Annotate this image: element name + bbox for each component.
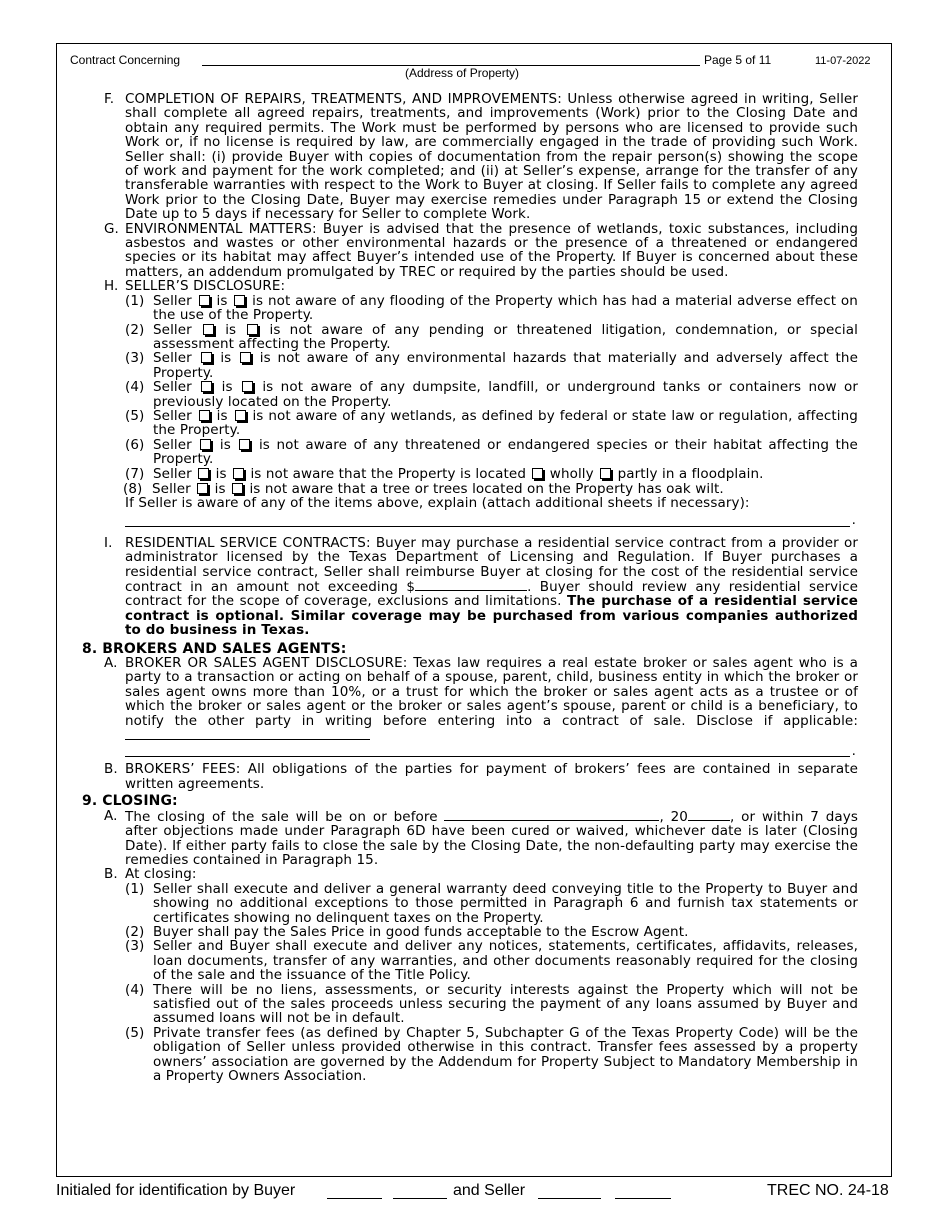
paragraph-text: ENVIRONMENTAL MATTERS: Buyer is advised that the presence of wetlands, toxic substances, including asbestos and wastes or other environmental hazards or the presence of a threatened or endangered species or its habitat may affect Buyer’s intended use of the Property. If Buyer is concerned about these matters, an addendum promulgated by TREC or required by the parties should be used.: [125, 220, 858, 280]
is-word: is: [225, 321, 237, 338]
is-not-aware-checkbox[interactable]: [234, 295, 245, 306]
item-marker: (4): [125, 379, 145, 396]
item-text: is not aware that a tree or trees located on the Property has oak wilt.: [249, 480, 724, 497]
disclosure-item-6: [82, 438, 858, 467]
disclosure-field[interactable]: [125, 728, 370, 740]
item-marker: (5): [125, 1024, 145, 1041]
year-prefix: , 20: [659, 808, 688, 825]
item-text: is not aware of any threatened or endangered species or their habitat affecting the Property.: [153, 436, 858, 468]
paragraph-marker: B.: [104, 866, 118, 883]
is-not-aware-checkbox[interactable]: [240, 352, 251, 363]
item-text: is not aware that the Property is located: [250, 465, 526, 482]
item-text: is not aware of any dumpsite, landfill, or underground tanks or containers now or previously located on the Property.: [153, 379, 858, 410]
seller-word: Seller: [153, 379, 192, 396]
wholly-checkbox[interactable]: [532, 468, 543, 479]
is-aware-checkbox[interactable]: [197, 483, 208, 494]
item-text-continued: floodplain.: [691, 465, 764, 482]
period: .: [851, 743, 856, 760]
is-word: is: [220, 350, 232, 367]
paragraph-text: BROKER OR SALES AGENT DISCLOSURE: Texas law requires a real estate broker or sales agent who is a party to a transaction or acting on behalf of a spouse, parent, child, business entity in which the broker or sales agent owns more than 10%, or a trust for which the broker or sales agent acts as a trustee or of which the broker or sales agent or the broker or sales agent’s spouse, parent or child is a beneficiary, to notify the other party in writing before entering into a contract of sale. Disclose if applicable:: [125, 655, 858, 729]
buyer-initial-2-field[interactable]: [393, 1184, 447, 1199]
wholly-label: wholly: [549, 465, 594, 482]
partly-checkbox[interactable]: [600, 468, 611, 479]
closing-item-5: [82, 1026, 858, 1084]
disclosure-field-line-2[interactable]: [125, 742, 856, 760]
disclosure-item-3: [82, 351, 858, 380]
explain-instruction: If Seller is aware of any of the items above, explain (attach additional sheets if necessary):: [125, 495, 750, 512]
paragraph-7g: [82, 222, 858, 280]
paragraph-9a: [82, 809, 858, 868]
item-marker: (2): [125, 321, 145, 338]
item-marker: (2): [125, 923, 145, 940]
item-text: is not aware of any flooding of the Property which has had a material adverse effect on the use of the Property.: [153, 292, 858, 324]
item-marker: (1): [125, 292, 145, 309]
disclosure-item-5: [82, 409, 858, 438]
disclosure-item-7: [82, 467, 858, 481]
is-not-aware-checkbox[interactable]: [247, 324, 258, 335]
disclosure-item-4: [82, 380, 858, 409]
item-text: Seller shall execute and deliver a general warranty deed conveying title to the Property to Buyer and showing no additional exceptions to those permitted in Paragraph 6 and furnish tax statements or certificates showing no delinquent taxes on the Property.: [153, 880, 858, 926]
closing-item-2: [82, 925, 858, 939]
form-number: TREC NO. 24-18: [767, 1182, 889, 1199]
is-word: is: [221, 379, 233, 396]
item-marker: (4): [125, 981, 145, 998]
contract-concerning-label: Contract Concerning: [70, 53, 181, 67]
paragraph-marker: G.: [104, 220, 119, 237]
explain-field[interactable]: [125, 512, 856, 529]
seller-word: Seller: [153, 407, 192, 424]
buyer-initial-1-field[interactable]: [327, 1184, 382, 1199]
is-aware-checkbox[interactable]: [199, 410, 210, 421]
item-marker: (7): [125, 465, 145, 482]
is-not-aware-checkbox[interactable]: [242, 381, 253, 392]
seller-word: Seller: [153, 436, 192, 453]
section-9-heading: 9. CLOSING:: [82, 793, 178, 810]
is-word: is: [219, 436, 231, 453]
paragraph-text-continued: . Buyer should review any residential service contract for the scope of coverage, exclusions and limitations.: [125, 579, 858, 610]
form-date: 11-07-2022: [815, 55, 871, 67]
paragraph-text: The closing of the sale will be on or before: [125, 808, 438, 825]
closing-item-3: [82, 939, 858, 982]
item-marker: (5): [125, 407, 145, 424]
paragraph-marker: B.: [104, 761, 118, 778]
contract-body: [82, 92, 858, 1083]
paragraph-marker: F.: [104, 91, 115, 107]
is-word: is: [215, 465, 227, 482]
closing-year-field[interactable]: [688, 809, 730, 821]
item-marker: (8): [123, 480, 143, 497]
paragraph-text: BROKERS’ FEES: All obligations of the parties for payment of brokers’ fees are contained in separate written agreements.: [125, 761, 858, 792]
seller-initial-2-field[interactable]: [615, 1184, 671, 1199]
closing-item-1: [82, 882, 858, 925]
period: .: [851, 512, 856, 529]
is-aware-checkbox[interactable]: [201, 381, 212, 392]
item-marker: (3): [125, 350, 145, 367]
is-not-aware-checkbox[interactable]: [233, 468, 244, 479]
is-aware-checkbox[interactable]: [198, 468, 209, 479]
paragraph-marker: H.: [104, 278, 119, 295]
seller-word: Seller: [153, 350, 192, 367]
seller-word: Seller: [153, 292, 192, 309]
item-marker: (6): [125, 436, 145, 453]
paragraph-marker: A.: [104, 655, 118, 672]
item-text: Buyer shall pay the Sales Price in good funds acceptable to the Escrow Agent.: [153, 923, 689, 940]
seller-initial-1-field[interactable]: [538, 1184, 601, 1199]
disclosure-item-1: [82, 294, 858, 323]
paragraph-8a: [82, 656, 858, 743]
seller-word: Seller: [153, 321, 192, 338]
paragraph-marker: A.: [104, 807, 118, 824]
disclosure-item-2: [82, 323, 858, 352]
service-contract-amount-field[interactable]: [415, 579, 527, 591]
page-number: Page 5 of 11: [704, 53, 772, 67]
footer-initialed-label: Initialed for identification by Buyer: [56, 1182, 296, 1199]
item-marker: (3): [125, 938, 145, 955]
is-aware-checkbox[interactable]: [200, 439, 211, 450]
footer-and-seller-label: and Seller: [453, 1182, 526, 1199]
item-text: is not aware of any environmental hazards that materially and adversely affect the Property.: [153, 350, 858, 381]
section-8-heading: 8. BROKERS AND SALES AGENTS:: [82, 640, 347, 657]
is-not-aware-checkbox[interactable]: [235, 410, 246, 421]
optional-coverage-notice: The purchase of a residential service contract is optional. Similar coverage may be purchased from various companies authorized to do business in Texas.: [125, 593, 858, 639]
is-not-aware-checkbox[interactable]: [232, 483, 243, 494]
paragraph-8b: [82, 762, 858, 791]
is-word: is: [216, 292, 228, 309]
address-caption: (Address of Property): [405, 66, 520, 80]
paragraph-7f: [82, 92, 858, 222]
disclosure-item-8: [82, 482, 858, 496]
seller-word: Seller: [153, 465, 192, 482]
item-marker: (1): [125, 880, 145, 897]
is-word: is: [214, 480, 226, 497]
paragraph-marker: I.: [104, 534, 113, 551]
paragraph-text: COMPLETION OF REPAIRS, TREATMENTS, AND IMPROVEMENTS: Unless otherwise agreed in writing, Seller shall complete all agreed repairs, treatments, and improvements (Work) prior to the Closing Date and obtain any required permits. The Work must be performed by persons who are licensed to provide such Work or, if no license is required by law, are commercially engaged in the trade of providing such Work. Seller shall: (i) provide Buyer with copies of documentation from the repair person(s) showing the scope of work and payment for the work completed; and (ii) at Seller’s expense, arrange for the transfer of any transferable warranties with respect to the Work to Buyer at closing. If Seller fails to complete any agreed Work prior to the Closing Date, Buyer may exercise remedies under Paragraph 15 or extend the Closing Date up to 5 days if necessary for Seller to complete Work.: [125, 91, 858, 223]
paragraph-text-continued: , or within 7 days after objections made under Paragraph 6D have been cured or waived, whichever date is later (Closing Date). If either party fails to close the sale by the Closing Date, the non-defaulting party may exercise the remedies contained in Paragraph 15.: [125, 808, 858, 868]
is-word: is: [216, 407, 228, 424]
item-text: Seller and Buyer shall execute and deliver any notices, statements, certificates, affidavits, releases, loan documents, transfer of any warranties, and other documents reasonably required for the closing of the sale and the issuance of the Title Policy.: [153, 938, 858, 984]
partly-label: partly in a: [617, 465, 688, 482]
paragraph-9b: [82, 867, 858, 881]
seller-word: Seller: [152, 480, 191, 497]
is-aware-checkbox[interactable]: [203, 324, 214, 335]
item-text: is not aware of any wetlands, as defined by federal or state law or regulation, affecting the Property.: [153, 407, 858, 439]
paragraph-7i: [82, 536, 858, 638]
paragraph-7h: [82, 279, 858, 293]
paragraph-title: At closing:: [125, 866, 197, 883]
paragraph-title: SELLER’S DISCLOSURE:: [125, 278, 286, 295]
closing-date-field[interactable]: [444, 809, 659, 821]
item-text: Private transfer fees (as defined by Chapter 5, Subchapter G of the Texas Property Code) will be the obligation of Seller unless provided otherwise in this contract. Transfer fees assessed by a property owners’ association are governed by the Addendum for Property Subject to Mandatory Membership in a Property Owners Association.: [153, 1024, 858, 1084]
paragraph-text: RESIDENTIAL SERVICE CONTRACTS: Buyer may purchase a residential service contract from a provider or administrator licensed by the Texas Department of Licensing and Regulation. If Buyer purchases a residential service contract, Seller shall reimburse Buyer at closing for the cost of the residential service contract in an amount not exceeding $: [125, 534, 858, 595]
is-aware-checkbox[interactable]: [201, 352, 212, 363]
item-text: is not aware of any pending or threatened litigation, condemnation, or special assessment affecting the Property.: [153, 321, 858, 352]
closing-item-4: [82, 983, 858, 1026]
item-text: There will be no liens, assessments, or security interests against the Property which will not be satisfied out of the sales proceeds unless securing the payment of any loans assumed by Buyer and assumed loans will not be in default.: [153, 981, 858, 1027]
is-aware-checkbox[interactable]: [199, 295, 210, 306]
is-not-aware-checkbox[interactable]: [239, 439, 250, 450]
